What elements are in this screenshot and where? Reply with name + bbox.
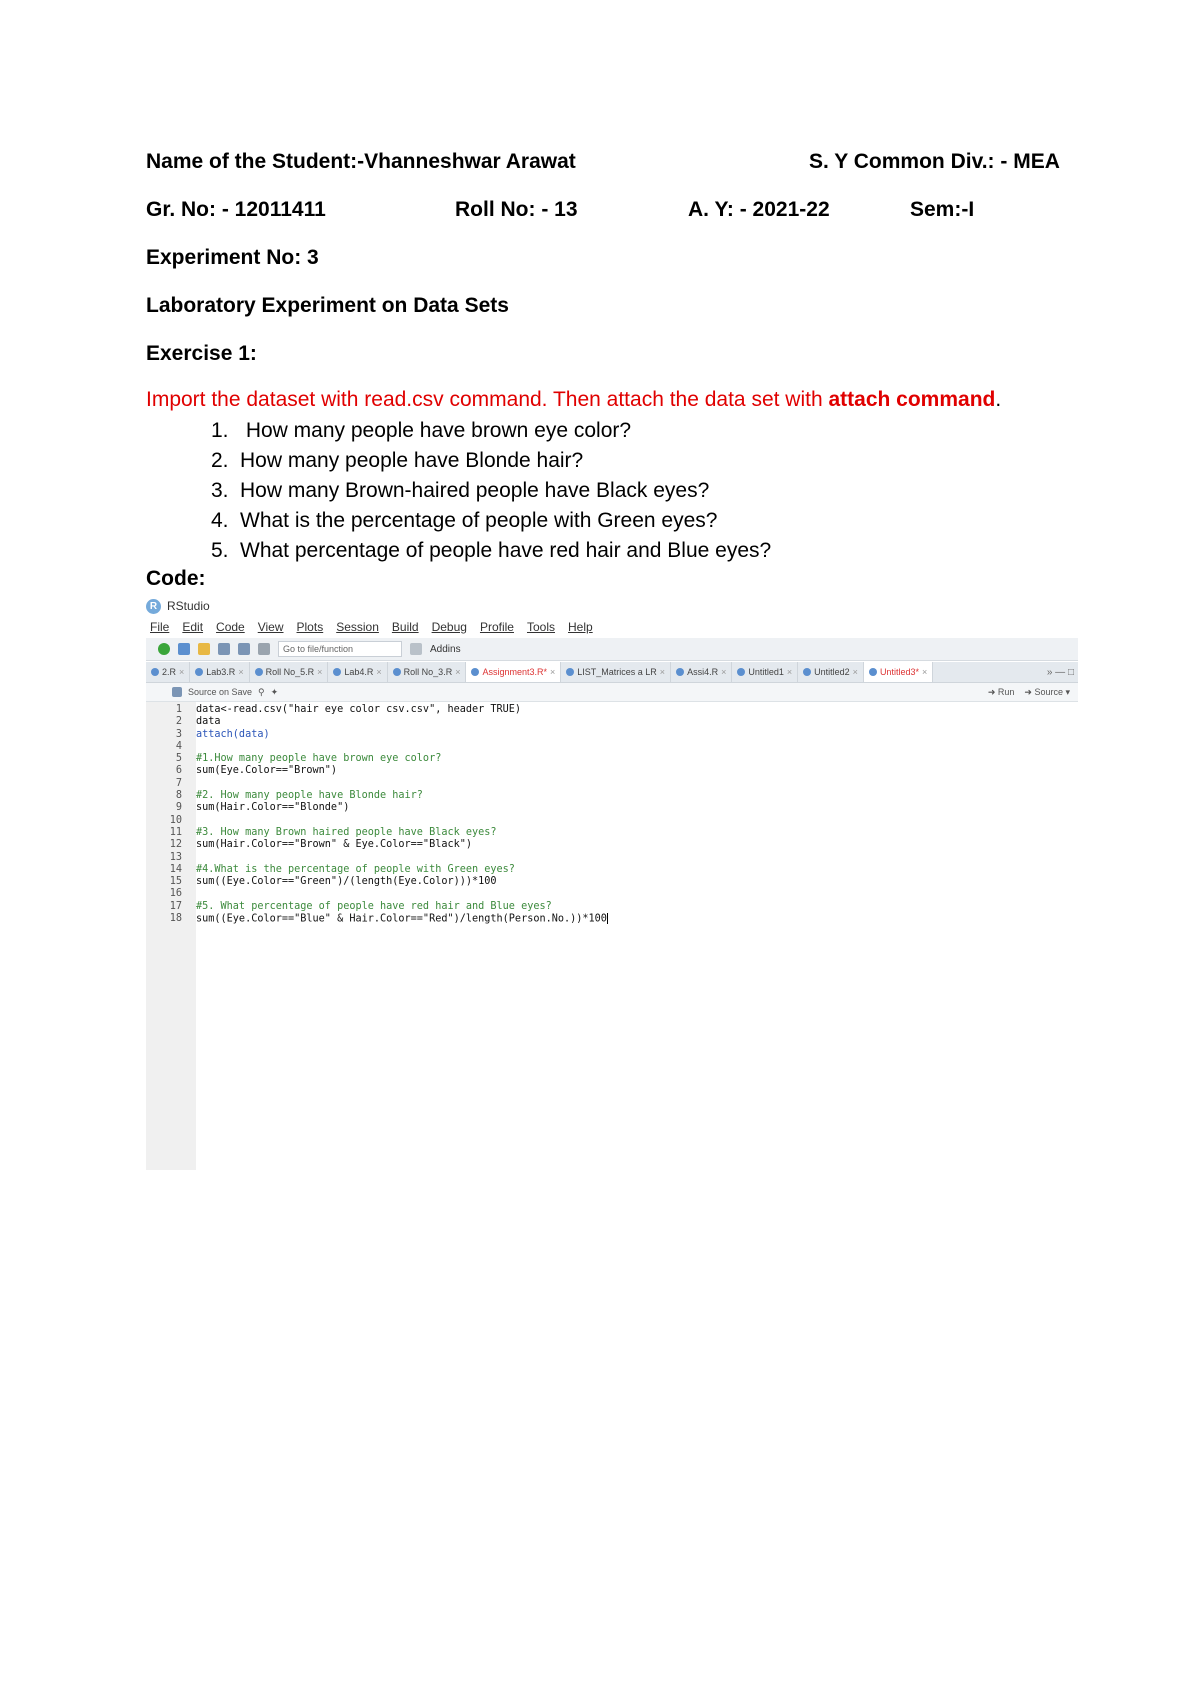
r-file-icon [803,668,811,676]
code-text: #3. How many Brown haired people have Black eyes? [196,826,497,838]
save-icon[interactable] [218,643,230,655]
line-number: 10 [169,814,182,826]
menu-item-help[interactable]: Help [568,620,593,634]
save-file-icon[interactable] [172,687,182,697]
editor-toolbar [146,683,1078,702]
code-text: data [196,716,221,728]
menu-item-file[interactable]: File [150,620,170,634]
editor-tab[interactable] [561,662,671,682]
code-line [146,815,1078,827]
code-line [146,852,1078,864]
rstudio-menu-bar [150,620,593,634]
exercise-heading: Exercise 1: [146,342,257,365]
line-number: 16 [169,888,182,900]
editor-tab-label: Lab4.R [344,667,374,677]
instruction-text [146,388,1001,412]
menu-item-tools[interactable]: Tools [526,620,555,634]
line-number: 3 [175,728,182,740]
editor-tab[interactable] [466,662,561,682]
search-icon[interactable]: ⚲ [258,686,265,697]
editor-tab-label: 2.R [162,667,177,677]
r-file-icon [255,668,263,676]
code-heading: Code: [146,567,206,590]
source-label: Source [1034,686,1063,697]
line-number: 14 [169,863,182,875]
line-number: 17 [169,900,182,912]
question-number: 1. [211,419,229,442]
question-text: How many people have Blonde hair? [240,449,584,472]
line-number: 11 [169,826,182,838]
text-cursor [607,913,608,924]
line-number: 1 [175,704,182,715]
editor-tab-label: Assignment3.R* [482,667,547,677]
editor-tab[interactable] [146,662,190,682]
editor-tab[interactable] [732,662,798,682]
code-line [146,913,1078,925]
menu-item-profile[interactable]: Profile [479,620,514,634]
question-item [211,446,771,476]
question-number: 5. [211,539,229,562]
close-icon[interactable]: × [179,667,185,677]
close-icon[interactable]: × [317,667,323,677]
menu-item-debug[interactable]: Debug [431,620,467,634]
editor-tab-label: Untitled2 [814,667,850,677]
menu-item-plots[interactable]: Plots [296,620,324,634]
code-text: #1.How many people have brown eye color? [196,753,442,765]
code-text: sum(Hair.Color=="Blonde") [196,802,350,814]
line-number: 5 [175,753,182,765]
question-text: What percentage of people have red hair and Blue eyes? [240,539,772,562]
close-icon[interactable]: × [721,667,727,677]
editor-tab[interactable] [864,662,933,682]
code-line [146,716,1078,728]
wand-icon[interactable]: ✦ [270,686,279,697]
r-file-icon [151,668,159,676]
code-text: #2. How many people have Blonde hair? [196,790,423,802]
code-line [146,790,1078,802]
question-item [211,476,771,506]
menu-item-edit[interactable]: Edit [182,620,204,634]
code-text: sum(Eye.Color=="Brown") [196,765,338,777]
source-button[interactable]: ➜ Source ▾ [1024,686,1070,697]
academic-year: A. Y: - 2021-22 [688,198,830,221]
rstudio-logo-icon: R [146,599,161,614]
editor-tab-label: Assi4.R [687,667,719,677]
code-line [146,839,1078,851]
menu-item-build[interactable]: Build [391,620,419,634]
question-item [211,506,771,536]
close-icon[interactable]: × [376,667,382,677]
close-icon[interactable]: × [455,667,461,677]
close-icon[interactable]: × [786,667,793,677]
new-project-icon[interactable] [178,643,190,655]
line-number: 6 [175,765,182,777]
question-item [211,416,771,446]
r-file-icon [393,668,401,676]
line-number: 4 [175,740,182,752]
code-line [146,901,1078,913]
code-line [146,729,1078,741]
r-file-icon [676,668,684,676]
code-line [146,827,1078,839]
goto-file-input[interactable]: Go to file/function [278,641,402,657]
question-item [211,536,771,566]
editor-tab-label: Roll No_3.R [403,667,453,677]
code-text: #4.What is the percentage of people with Green eyes? [196,863,515,875]
editor-tab[interactable] [190,662,249,682]
r-file-icon [737,668,745,676]
close-icon[interactable]: × [659,667,666,677]
rstudio-title: RStudio [167,599,210,613]
rstudio-screenshot [146,594,1078,1170]
editor-tab[interactable] [250,662,329,682]
code-editor[interactable] [146,704,1078,925]
code-line [146,765,1078,777]
editor-tab-bar [146,662,1078,683]
tab-overflow-icon[interactable]: » — □ [1046,666,1074,678]
question-number: 4. [211,509,229,532]
code-line [146,888,1078,900]
student-name: Name of the Student:-Vhanneshwar Arawat [146,150,576,173]
editor-tab[interactable] [798,662,864,682]
code-text: #5. What percentage of people have red hair and Blue eyes? [196,900,552,912]
code-text: sum(Hair.Color=="Brown" & Eye.Color=="Black") [196,839,473,851]
editor-tab-label: Untitled1 [748,667,784,677]
question-number: 3. [211,479,229,502]
run-label: Run [997,686,1015,697]
r-file-icon [566,668,574,676]
question-list [211,416,771,566]
line-number: 8 [175,790,182,802]
line-number: 12 [169,839,182,851]
r-file-icon [869,668,877,676]
instruction-bold: attach command [828,388,996,411]
code-line [146,802,1078,814]
question-number: 2. [211,449,229,472]
menu-item-code[interactable]: Code [216,620,245,634]
close-icon[interactable]: × [238,667,244,677]
experiment-number: Experiment No: 3 [146,246,319,269]
rstudio-title-bar [146,596,210,616]
semester: Sem:-I [910,198,975,221]
roll-no: Roll No: - 13 [455,198,578,221]
rstudio-toolbar [146,638,1078,661]
code-line [146,753,1078,765]
line-number: 18 [169,913,182,925]
r-file-icon [471,668,479,676]
question-text: What is the percentage of people with Green eyes? [240,509,718,532]
editor-tab[interactable] [328,662,387,682]
code-line [146,876,1078,888]
editor-tab[interactable] [671,662,732,682]
editor-tab-label: Lab3.R [206,667,236,677]
instruction-part1: Import the dataset with read.csv command. Then attach the data set with [146,388,829,411]
editor-tab-label: Roll No_5.R [265,667,315,677]
question-text: How many Brown-haired people have Black eyes? [240,479,710,502]
close-icon[interactable]: × [852,667,858,677]
save-all-icon[interactable] [238,643,250,655]
line-number: 15 [169,876,182,888]
code-line [146,778,1078,790]
code-line [146,864,1078,876]
r-file-icon [333,668,341,676]
close-icon[interactable]: × [550,667,556,677]
gr-no: Gr. No: - 12011411 [146,198,326,221]
instruction-part2: . [995,388,1002,411]
code-line [146,741,1078,753]
code-text: sum((Eye.Color=="Green")/(length(Eye.Color)))*100 [196,876,497,888]
line-number: 7 [175,777,182,789]
editor-tab[interactable] [388,662,467,682]
menu-item-view[interactable]: View [257,620,284,634]
r-file-icon [195,668,203,676]
print-icon[interactable] [258,643,270,655]
editor-tab-label: Untitled3* [879,667,919,677]
line-number: 9 [175,802,182,814]
open-folder-icon[interactable] [198,643,210,655]
code-line [146,704,1078,716]
source-on-save-checkbox[interactable]: Source on Save [188,687,253,697]
new-file-icon[interactable] [158,643,170,655]
code-text: sum((Eye.Color=="Blue" & Hair.Color=="Red")/length(Person.No.))*100 [196,913,607,925]
code-text: data<-read.csv("hair eye color csv.csv", header TRUE) [196,704,522,715]
line-number: 13 [169,851,182,863]
editor-tab-label: LIST_Matrices a LR [577,667,657,677]
line-number: 2 [175,716,182,728]
code-text: attach(data) [196,728,270,740]
menu-item-session[interactable]: Session [336,620,379,634]
run-button[interactable]: ➜ Run [987,686,1015,697]
close-icon[interactable]: × [921,667,928,677]
addins-menu[interactable]: Addins [430,643,461,655]
question-text: How many people have brown eye color? [240,419,632,442]
division: S. Y Common Div.: - MEA [809,150,1060,173]
experiment-title: Laboratory Experiment on Data Sets [146,294,509,317]
grid-icon[interactable] [410,643,422,655]
